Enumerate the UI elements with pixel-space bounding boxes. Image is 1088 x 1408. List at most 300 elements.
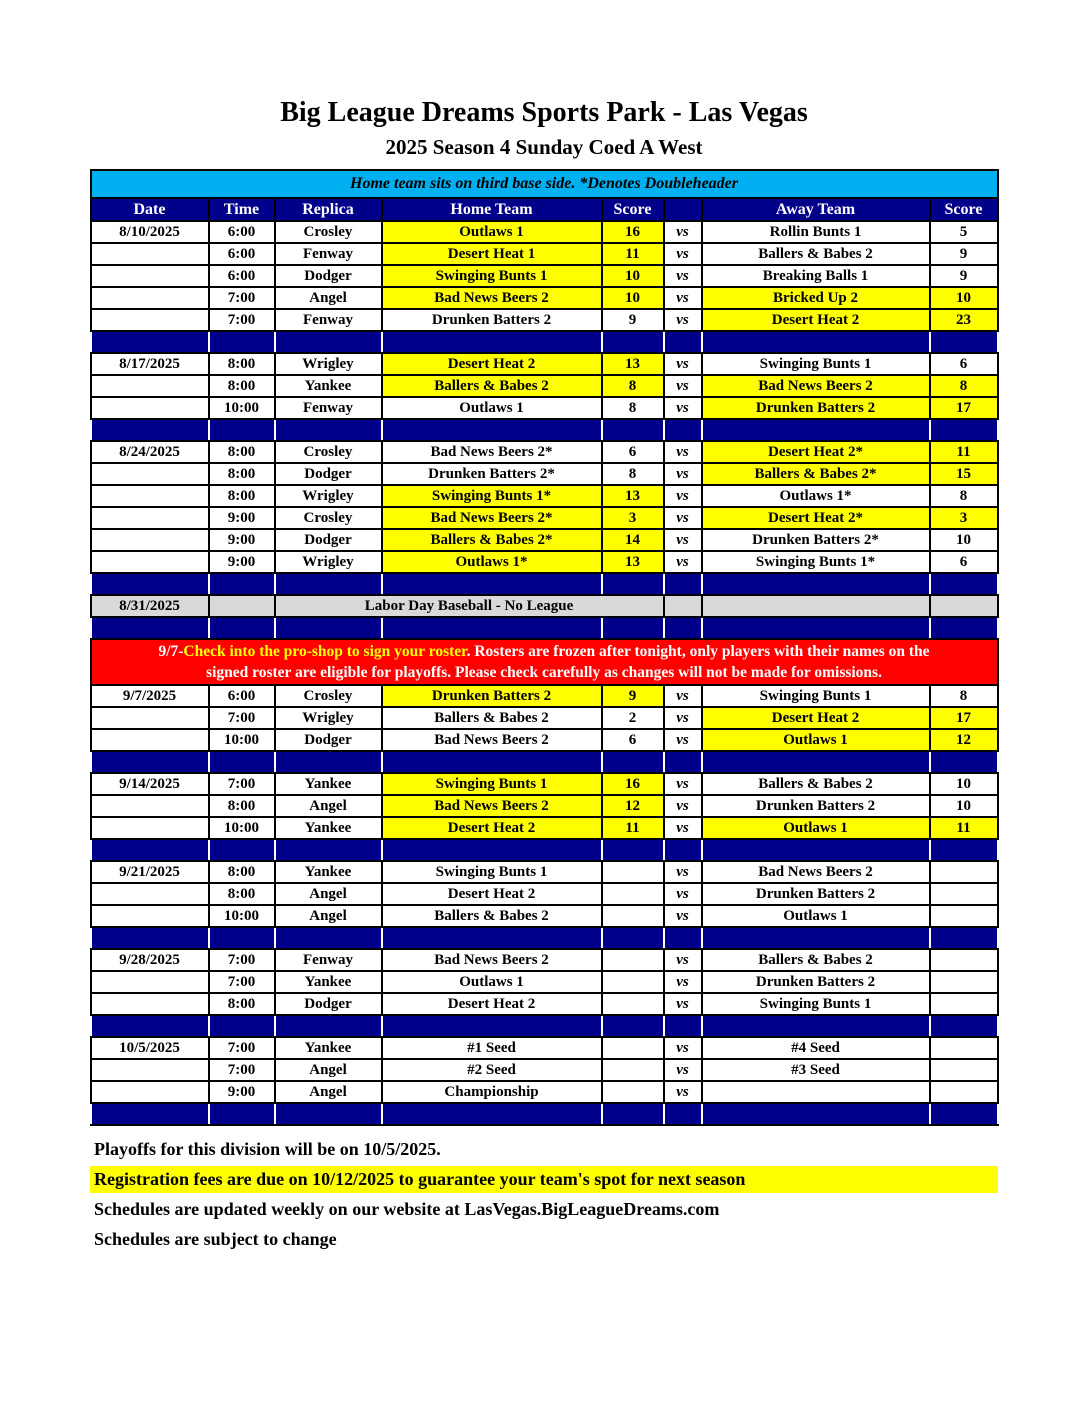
game-row: [91, 949, 998, 971]
game-replica: Yankee: [275, 375, 382, 397]
game-time: 8:00: [209, 795, 275, 817]
away-team: Ballers & Babes 2: [702, 243, 930, 265]
away-team: #4 Seed: [702, 1037, 930, 1059]
vs-label: vs: [664, 905, 702, 927]
game-date: [91, 375, 209, 397]
separator-cell: [275, 1015, 382, 1037]
home-team: #2 Seed: [382, 1059, 602, 1081]
away-team: Outlaws 1*: [702, 485, 930, 507]
game-time: 9:00: [209, 551, 275, 573]
game-date: [91, 551, 209, 573]
game-replica: Yankee: [275, 971, 382, 993]
separator-cell: [664, 1015, 702, 1037]
game-time: 6:00: [209, 265, 275, 287]
away-team: Bricked Up 2: [702, 287, 930, 309]
column-header-score: Score: [602, 198, 664, 221]
separator-row: [91, 573, 998, 595]
game-date: [91, 1081, 209, 1103]
game-date: [91, 507, 209, 529]
vs-label: vs: [664, 685, 702, 707]
away-team: Ballers & Babes 2*: [702, 463, 930, 485]
game-replica: Crosley: [275, 441, 382, 463]
game-time: 8:00: [209, 353, 275, 375]
away-score: [930, 595, 998, 617]
home-score: 13: [602, 485, 664, 507]
game-replica: Crosley: [275, 507, 382, 529]
away-team: Drunken Batters 2: [702, 397, 930, 419]
game-date: [91, 485, 209, 507]
footer-playoffs-note: Playoffs for this division will be on 10/5/2025.: [94, 1139, 441, 1159]
home-team: Drunken Batters 2*: [382, 463, 602, 485]
separator-cell: [382, 331, 602, 353]
away-score: [930, 1037, 998, 1059]
vs-label: vs: [664, 353, 702, 375]
separator-cell: [275, 331, 382, 353]
separator-cell: [602, 331, 664, 353]
separator-cell: [209, 839, 275, 861]
game-date: 9/14/2025: [91, 773, 209, 795]
home-team: Ballers & Babes 2: [382, 905, 602, 927]
separator-cell: [664, 419, 702, 441]
separator-cell: [275, 751, 382, 773]
home-score: 9: [602, 309, 664, 331]
separator-cell: [930, 331, 998, 353]
column-header-replica: Replica: [275, 198, 382, 221]
separator-cell: [275, 573, 382, 595]
home-score: [602, 949, 664, 971]
vs-label: vs: [664, 551, 702, 573]
vs-label: vs: [664, 773, 702, 795]
game-date: [91, 265, 209, 287]
home-team: Bad News Beers 2*: [382, 507, 602, 529]
separator-cell: [702, 617, 930, 639]
game-replica: Yankee: [275, 861, 382, 883]
footer-website-note: Schedules are updated weekly on our website at LasVegas.BigLeagueDreams.com: [94, 1199, 720, 1219]
home-score: [602, 1037, 664, 1059]
vs-label: vs: [664, 529, 702, 551]
away-score: 12: [930, 729, 998, 751]
game-date: 8/31/2025: [91, 595, 209, 617]
separator-cell: [664, 617, 702, 639]
game-row: [91, 905, 998, 927]
game-row: [91, 1081, 998, 1103]
away-score: 10: [930, 795, 998, 817]
game-row: [91, 1059, 998, 1081]
away-team: Swinging Bunts 1: [702, 353, 930, 375]
game-time: 9:00: [209, 507, 275, 529]
away-score: [930, 1081, 998, 1103]
game-row: [91, 795, 998, 817]
home-team: Outlaws 1: [382, 971, 602, 993]
separator-row: [91, 927, 998, 949]
separator-cell: [702, 573, 930, 595]
separator-cell: [602, 927, 664, 949]
away-score: [930, 861, 998, 883]
home-score: 16: [602, 773, 664, 795]
away-score: 23: [930, 309, 998, 331]
home-team: Swinging Bunts 1: [382, 773, 602, 795]
separator-row: [91, 1015, 998, 1037]
game-replica: Wrigley: [275, 485, 382, 507]
separator-row: [91, 331, 998, 353]
separator-cell: [702, 751, 930, 773]
away-team: Swinging Bunts 1: [702, 993, 930, 1015]
game-row: [91, 287, 998, 309]
game-replica: Angel: [275, 795, 382, 817]
home-score: 10: [602, 265, 664, 287]
away-score: 8: [930, 375, 998, 397]
schedule-body: [91, 170, 998, 1125]
away-score: 17: [930, 707, 998, 729]
away-team: Outlaws 1: [702, 817, 930, 839]
away-score: 10: [930, 773, 998, 795]
game-replica: Yankee: [275, 773, 382, 795]
vs-label: vs: [664, 795, 702, 817]
separator-cell: [91, 1103, 209, 1125]
separator-cell: [382, 1103, 602, 1125]
no-league-row: [91, 595, 998, 617]
separator-row: [91, 1103, 998, 1125]
separator-row: [91, 751, 998, 773]
game-date: [91, 1059, 209, 1081]
vs-label: vs: [664, 949, 702, 971]
vs-label: vs: [664, 485, 702, 507]
vs-label: vs: [664, 1059, 702, 1081]
vs-label: vs: [664, 265, 702, 287]
game-row: [91, 685, 998, 707]
separator-cell: [702, 839, 930, 861]
game-time: 7:00: [209, 287, 275, 309]
separator-cell: [91, 331, 209, 353]
game-time: 6:00: [209, 221, 275, 243]
no-league-label: Labor Day Baseball - No League: [275, 595, 664, 617]
game-row: [91, 773, 998, 795]
separator-cell: [382, 573, 602, 595]
separator-cell: [382, 1015, 602, 1037]
home-team: Bad News Beers 2: [382, 287, 602, 309]
game-row: [91, 861, 998, 883]
away-team: [702, 1081, 930, 1103]
home-team: Swinging Bunts 1: [382, 861, 602, 883]
game-replica: Fenway: [275, 397, 382, 419]
home-team: Ballers & Babes 2: [382, 707, 602, 729]
away-team: Outlaws 1: [702, 729, 930, 751]
game-row: [91, 507, 998, 529]
game-replica: Dodger: [275, 729, 382, 751]
home-score: 6: [602, 729, 664, 751]
game-time: 6:00: [209, 243, 275, 265]
away-team: Desert Heat 2: [702, 309, 930, 331]
game-date: [91, 817, 209, 839]
separator-cell: [91, 573, 209, 595]
separator-cell: [602, 1103, 664, 1125]
vs-label: vs: [664, 817, 702, 839]
home-score: 8: [602, 397, 664, 419]
roster-notice-highlight: Check into the pro-shop to sign your roster: [183, 643, 467, 660]
home-score: 6: [602, 441, 664, 463]
separator-cell: [91, 617, 209, 639]
away-score: 11: [930, 441, 998, 463]
roster-notice-line1: [94, 641, 995, 662]
separator-cell: [209, 1103, 275, 1125]
away-score: 10: [930, 529, 998, 551]
separator-cell: [602, 751, 664, 773]
game-replica: Dodger: [275, 265, 382, 287]
footer-subject-to-change-note: Schedules are subject to change: [94, 1229, 337, 1249]
away-team: Desert Heat 2*: [702, 507, 930, 529]
game-time: 7:00: [209, 707, 275, 729]
home-score: 8: [602, 375, 664, 397]
separator-cell: [209, 1015, 275, 1037]
separator-cell: [664, 1103, 702, 1125]
game-row: [91, 1037, 998, 1059]
footer: [90, 1136, 998, 1253]
column-header-row: [91, 198, 998, 221]
separator-cell: [382, 927, 602, 949]
home-score: [602, 861, 664, 883]
home-team: Ballers & Babes 2*: [382, 529, 602, 551]
column-header-date: Date: [91, 198, 209, 221]
game-row: [91, 397, 998, 419]
game-replica: Dodger: [275, 993, 382, 1015]
game-date: [91, 971, 209, 993]
vs-label: vs: [664, 397, 702, 419]
away-score: 17: [930, 397, 998, 419]
game-time: 7:00: [209, 1059, 275, 1081]
home-team: Drunken Batters 2: [382, 685, 602, 707]
game-row: [91, 463, 998, 485]
away-team: Ballers & Babes 2: [702, 949, 930, 971]
home-score: 2: [602, 707, 664, 729]
game-date: [91, 529, 209, 551]
away-score: 8: [930, 685, 998, 707]
vs-label: vs: [664, 883, 702, 905]
away-score: 5: [930, 221, 998, 243]
game-replica: Angel: [275, 1059, 382, 1081]
game-time: 10:00: [209, 905, 275, 927]
footer-registration-note: Registration fees are due on 10/12/2025 to guarantee your team's spot for next season: [90, 1166, 998, 1193]
separator-cell: [275, 927, 382, 949]
home-team: Drunken Batters 2: [382, 309, 602, 331]
roster-notice: [91, 639, 998, 685]
home-score: 11: [602, 243, 664, 265]
home-score: 13: [602, 551, 664, 573]
game-date: 8/17/2025: [91, 353, 209, 375]
game-replica: Angel: [275, 905, 382, 927]
roster-notice-rest: . Rosters are frozen after tonight, only players with their names on the: [466, 643, 930, 660]
separator-cell: [702, 927, 930, 949]
home-score: 12: [602, 795, 664, 817]
column-header-home-team: Home Team: [382, 198, 602, 221]
home-team: Outlaws 1: [382, 221, 602, 243]
game-row: [91, 817, 998, 839]
away-team: Swinging Bunts 1*: [702, 551, 930, 573]
game-time: 7:00: [209, 971, 275, 993]
home-team: Desert Heat 2: [382, 993, 602, 1015]
game-time: 8:00: [209, 375, 275, 397]
game-row: [91, 883, 998, 905]
column-header-vs: [664, 198, 702, 221]
separator-cell: [382, 751, 602, 773]
separator-cell: [930, 419, 998, 441]
separator-cell: [382, 419, 602, 441]
away-score: 3: [930, 507, 998, 529]
game-time: 8:00: [209, 883, 275, 905]
vs-label: vs: [664, 309, 702, 331]
separator-cell: [275, 419, 382, 441]
game-row: [91, 971, 998, 993]
game-time: 9:00: [209, 1081, 275, 1103]
vs-label: vs: [664, 441, 702, 463]
home-team: Bad News Beers 2*: [382, 441, 602, 463]
game-date: 9/7/2025: [91, 685, 209, 707]
separator-cell: [930, 751, 998, 773]
game-date: 8/24/2025: [91, 441, 209, 463]
vs-label: vs: [664, 507, 702, 529]
away-score: [930, 993, 998, 1015]
home-team: Swinging Bunts 1*: [382, 485, 602, 507]
away-score: [930, 949, 998, 971]
home-score: 3: [602, 507, 664, 529]
away-team: [702, 595, 930, 617]
away-score: [930, 1059, 998, 1081]
separator-cell: [664, 839, 702, 861]
away-team: Swinging Bunts 1: [702, 685, 930, 707]
game-time: 7:00: [209, 309, 275, 331]
game-time: 8:00: [209, 861, 275, 883]
separator-row: [91, 419, 998, 441]
game-replica: Angel: [275, 287, 382, 309]
game-date: 9/28/2025: [91, 949, 209, 971]
vs-label: vs: [664, 1037, 702, 1059]
away-team: Drunken Batters 2: [702, 883, 930, 905]
game-date: [91, 397, 209, 419]
away-score: 10: [930, 287, 998, 309]
game-row: [91, 729, 998, 751]
game-row: [91, 707, 998, 729]
separator-cell: [930, 927, 998, 949]
separator-cell: [664, 751, 702, 773]
separator-cell: [209, 331, 275, 353]
away-team: #3 Seed: [702, 1059, 930, 1081]
separator-cell: [91, 1015, 209, 1037]
game-date: [91, 463, 209, 485]
away-score: 9: [930, 265, 998, 287]
home-score: 16: [602, 221, 664, 243]
game-time: 7:00: [209, 1037, 275, 1059]
home-team: Swinging Bunts 1: [382, 265, 602, 287]
home-score: 13: [602, 353, 664, 375]
away-team: Bad News Beers 2: [702, 375, 930, 397]
vs-label: vs: [664, 463, 702, 485]
home-team: Outlaws 1*: [382, 551, 602, 573]
separator-cell: [930, 617, 998, 639]
game-date: 8/10/2025: [91, 221, 209, 243]
game-replica: Angel: [275, 883, 382, 905]
home-team: Desert Heat 1: [382, 243, 602, 265]
separator-cell: [930, 1103, 998, 1125]
game-replica: Wrigley: [275, 707, 382, 729]
game-time: 8:00: [209, 463, 275, 485]
separator-cell: [209, 751, 275, 773]
home-score: [602, 1081, 664, 1103]
home-score: [602, 993, 664, 1015]
game-date: [91, 243, 209, 265]
game-row: [91, 353, 998, 375]
away-team: Breaking Balls 1: [702, 265, 930, 287]
separator-cell: [382, 617, 602, 639]
home-score: 14: [602, 529, 664, 551]
home-score: [602, 883, 664, 905]
separator-row: [91, 617, 998, 639]
game-time: 7:00: [209, 949, 275, 971]
vs-label: vs: [664, 861, 702, 883]
game-replica: Crosley: [275, 685, 382, 707]
roster-notice-line2: signed roster are eligible for playoffs. Please check carefully as changes will not be made for omissions.: [206, 664, 882, 681]
home-score: 10: [602, 287, 664, 309]
separator-cell: [275, 617, 382, 639]
vs-label: vs: [664, 993, 702, 1015]
game-time: 8:00: [209, 441, 275, 463]
game-replica: Yankee: [275, 817, 382, 839]
separator-cell: [664, 573, 702, 595]
game-row: [91, 375, 998, 397]
game-replica: Fenway: [275, 243, 382, 265]
home-team: #1 Seed: [382, 1037, 602, 1059]
home-team: Bad News Beers 2: [382, 949, 602, 971]
away-score: [930, 971, 998, 993]
vs-label: vs: [664, 221, 702, 243]
home-team: Championship: [382, 1081, 602, 1103]
game-time: 8:00: [209, 993, 275, 1015]
vs-label: vs: [664, 729, 702, 751]
separator-cell: [930, 573, 998, 595]
home-score: 9: [602, 685, 664, 707]
game-date: [91, 707, 209, 729]
separator-cell: [602, 617, 664, 639]
away-score: [930, 905, 998, 927]
column-header-time: Time: [209, 198, 275, 221]
game-time: 9:00: [209, 529, 275, 551]
game-date: 9/21/2025: [91, 861, 209, 883]
vs-label: vs: [664, 1081, 702, 1103]
game-replica: Angel: [275, 1081, 382, 1103]
away-score: 11: [930, 817, 998, 839]
separator-cell: [275, 839, 382, 861]
away-score: 9: [930, 243, 998, 265]
game-date: [91, 905, 209, 927]
away-team: Bad News Beers 2: [702, 861, 930, 883]
separator-cell: [209, 573, 275, 595]
column-header-score: Score: [930, 198, 998, 221]
game-row: [91, 551, 998, 573]
away-team: Drunken Batters 2: [702, 971, 930, 993]
game-date: [91, 729, 209, 751]
home-team: Desert Heat 2: [382, 353, 602, 375]
away-team: Drunken Batters 2: [702, 795, 930, 817]
game-replica: Wrigley: [275, 551, 382, 573]
game-time: 6:00: [209, 685, 275, 707]
game-date: [91, 287, 209, 309]
separator-cell: [382, 839, 602, 861]
vs-label: vs: [664, 971, 702, 993]
separator-row: [91, 839, 998, 861]
game-time: 10:00: [209, 729, 275, 751]
separator-cell: [209, 927, 275, 949]
separator-cell: [602, 419, 664, 441]
away-team: Rollin Bunts 1: [702, 221, 930, 243]
away-score: 6: [930, 551, 998, 573]
